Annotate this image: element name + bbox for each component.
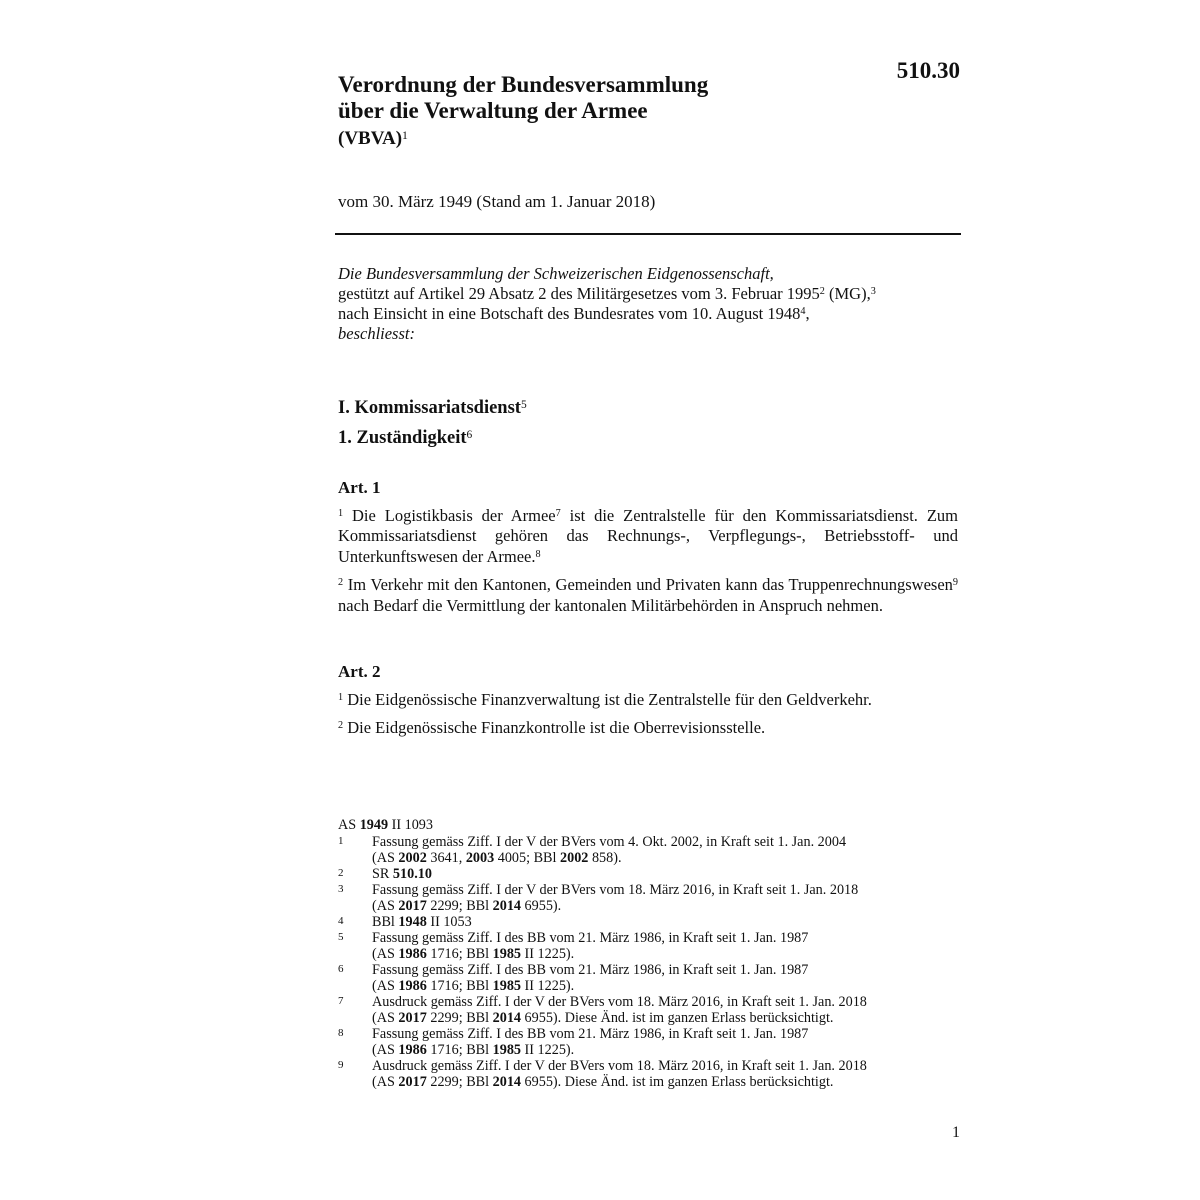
footnote-text: [372, 930, 958, 962]
source-year: 1949: [359, 817, 389, 833]
title-line-2: über die Verwaltung der Armee: [338, 98, 648, 123]
footnote-number: 1: [338, 835, 344, 847]
paragraph-number: 1: [338, 507, 344, 519]
footnote-2: [338, 866, 958, 882]
footnote-ref[interactable]: 2: [819, 286, 825, 298]
footnote-ref[interactable]: 3: [870, 286, 876, 298]
footnote-text: [372, 1026, 958, 1058]
footnote-7: [338, 994, 958, 1026]
footnote-text: [372, 882, 958, 914]
article-paragraph: [338, 690, 958, 711]
article-paragraph: [338, 718, 958, 739]
footnote-ref[interactable]: 7: [555, 507, 561, 519]
paragraph-text: Im Verkehr mit den Kantonen, Gemeinden und Privaten kann das Truppenrechnungswesen: [343, 575, 953, 594]
footnote-line: Fassung gemäss Ziff. I der V der BVers vom 18. März 2016, in Kraft seit 1. Jan. 2018: [372, 882, 859, 898]
footnote-ref[interactable]: 8: [535, 548, 541, 560]
title-line-1: Verordnung der Bundesversammlung: [338, 72, 709, 97]
paragraph-text: Die Logistikbasis der Armee: [343, 505, 556, 525]
paragraph-number: 1: [338, 691, 344, 703]
paragraph-text: Die Eidgenössische Finanzkontrolle ist die Oberrevisionsstelle.: [343, 718, 766, 737]
footnote-line: Fassung gemäss Ziff. I des BB vom 21. März 1986, in Kraft seit 1. Jan. 1987: [372, 930, 809, 946]
footnote-text: [372, 994, 958, 1026]
message-text: nach Einsicht in eine Botschaft des Bundesrates vom 10. August 1948: [338, 304, 801, 323]
article-2: [338, 662, 958, 747]
footnote-line: Fassung gemäss Ziff. I der V der BVers vom 4. Okt. 2002, in Kraft seit 1. Jan. 2004: [372, 834, 847, 850]
footnote-line: Ausdruck gemäss Ziff. I der V der BVers vom 18. März 2016, in Kraft seit 1. Jan. 2018: [372, 994, 867, 1010]
section-title-text: I. Kommissariatsdienst: [338, 398, 521, 418]
subsection-title: [338, 428, 472, 449]
footnote-line: Fassung gemäss Ziff. I des BB vom 21. März 1986, in Kraft seit 1. Jan. 1987: [372, 1026, 809, 1042]
subsection-title-text: 1. Zuständigkeit: [338, 428, 467, 448]
article-heading: Art. 1: [338, 478, 381, 497]
article-heading: Art. 2: [338, 662, 381, 681]
abbreviation-text: (VBVA): [338, 128, 403, 149]
footnote-number: 6: [338, 963, 344, 975]
footnote-number: 5: [338, 931, 344, 943]
footnote-text: [372, 962, 958, 994]
footnote-number: 4: [338, 915, 344, 927]
footnote-number: 8: [338, 1027, 344, 1039]
footnote-line: (AS 2017 2299; BBl 2014 6955). Diese Änd. ist im ganzen Erlass berücksichtigt.: [372, 1074, 834, 1090]
footnote-line: (AS 1986 1716; BBl 1985 II 1225).: [372, 1042, 575, 1058]
paragraph-number: 2: [338, 577, 344, 589]
footnote-text: BBl 1948 II 1053: [372, 914, 472, 930]
paragraph-text: Die Eidgenössische Finanzverwaltung ist die Zentralstelle für den Geldverkehr.: [343, 689, 872, 709]
footnote-text: [372, 834, 958, 866]
source-reference: [338, 817, 958, 833]
footnote-text: [372, 1058, 958, 1090]
footnote-line: (AS 2017 2299; BBl 2014 6955). Diese Änd. ist im ganzen Erlass berücksichtigt.: [372, 1010, 834, 1026]
footnote-line: (AS 2002 3641, 2003 4005; BBl 2002 858).: [372, 850, 622, 866]
preamble-authority: Die Bundesversammlung der Schweizerischen Eidgenossenschaft,: [338, 264, 774, 283]
footnote-line: Ausdruck gemäss Ziff. I der V der BVers vom 18. März 2016, in Kraft seit 1. Jan. 2018: [372, 1058, 867, 1074]
header-divider: [335, 233, 961, 235]
footnote-1: [338, 834, 958, 866]
footnote-line: (AS 2017 2299; BBl 2014 6955).: [372, 898, 562, 914]
message-text: ,: [805, 304, 810, 323]
footnote-line: (AS 1986 1716; BBl 1985 II 1225).: [372, 946, 575, 962]
article-1: [338, 478, 958, 624]
footnote-number: 3: [338, 883, 344, 895]
preamble: [338, 264, 958, 344]
sr-number: 510.30: [896, 58, 960, 83]
footnote-number: 7: [338, 995, 344, 1007]
paragraph-number: 2: [338, 720, 344, 732]
document-title: [338, 72, 858, 124]
paragraph-text: ist die Zentralstelle für den Kommissariatsdienst. Zum Kommissariatsdienst gehören das Rechnungs-, Verpflegungs-, Betriebsstoff- und Unterkunftswesen der Armee.: [338, 505, 958, 566]
preamble-message: [338, 304, 958, 324]
footnote-3: [338, 882, 958, 914]
paragraph-text: nach Bedarf die Vermittlung der kantonalen Militärbehörden in Anspruch nehmen.: [338, 595, 883, 615]
basis-text: gestützt auf Artikel 29 Absatz 2 des Militärgesetzes vom 3. Februar 1995: [338, 284, 820, 303]
footnote-line: (AS 1986 1716; BBl 1985 II 1225).: [372, 978, 575, 994]
title-abbreviation: [338, 128, 408, 150]
section-title: [338, 398, 527, 419]
page-number: 1: [952, 1124, 960, 1141]
footnote-4: [338, 914, 958, 930]
footnotes: [338, 817, 958, 1090]
preamble-decides: beschliesst:: [338, 324, 415, 343]
preamble-basis: [338, 284, 958, 304]
article-paragraph: [338, 575, 958, 616]
footnote-9: [338, 1058, 958, 1090]
footnote-text: SR 510.10: [372, 866, 432, 882]
source-ref: II 1093: [388, 817, 433, 833]
footnote-ref[interactable]: 9: [952, 577, 958, 589]
footnote-ref[interactable]: 4: [800, 306, 806, 318]
footnote-8: [338, 1026, 958, 1058]
article-paragraph: [338, 506, 958, 568]
date-line: vom 30. März 1949 (Stand am 1. Januar 2018): [338, 192, 656, 211]
basis-text: (MG),: [824, 284, 871, 303]
footnote-ref[interactable]: 6: [466, 428, 473, 441]
footnote-ref[interactable]: 1: [402, 128, 408, 142]
footnote-6: [338, 962, 958, 994]
footnote-5: [338, 930, 958, 962]
footnote-number: 2: [338, 867, 344, 879]
footnote-number: 9: [338, 1059, 344, 1071]
source-prefix: AS: [338, 817, 360, 833]
footnote-ref[interactable]: 5: [520, 398, 527, 411]
footnote-line: Fassung gemäss Ziff. I des BB vom 21. März 1986, in Kraft seit 1. Jan. 1987: [372, 962, 809, 978]
